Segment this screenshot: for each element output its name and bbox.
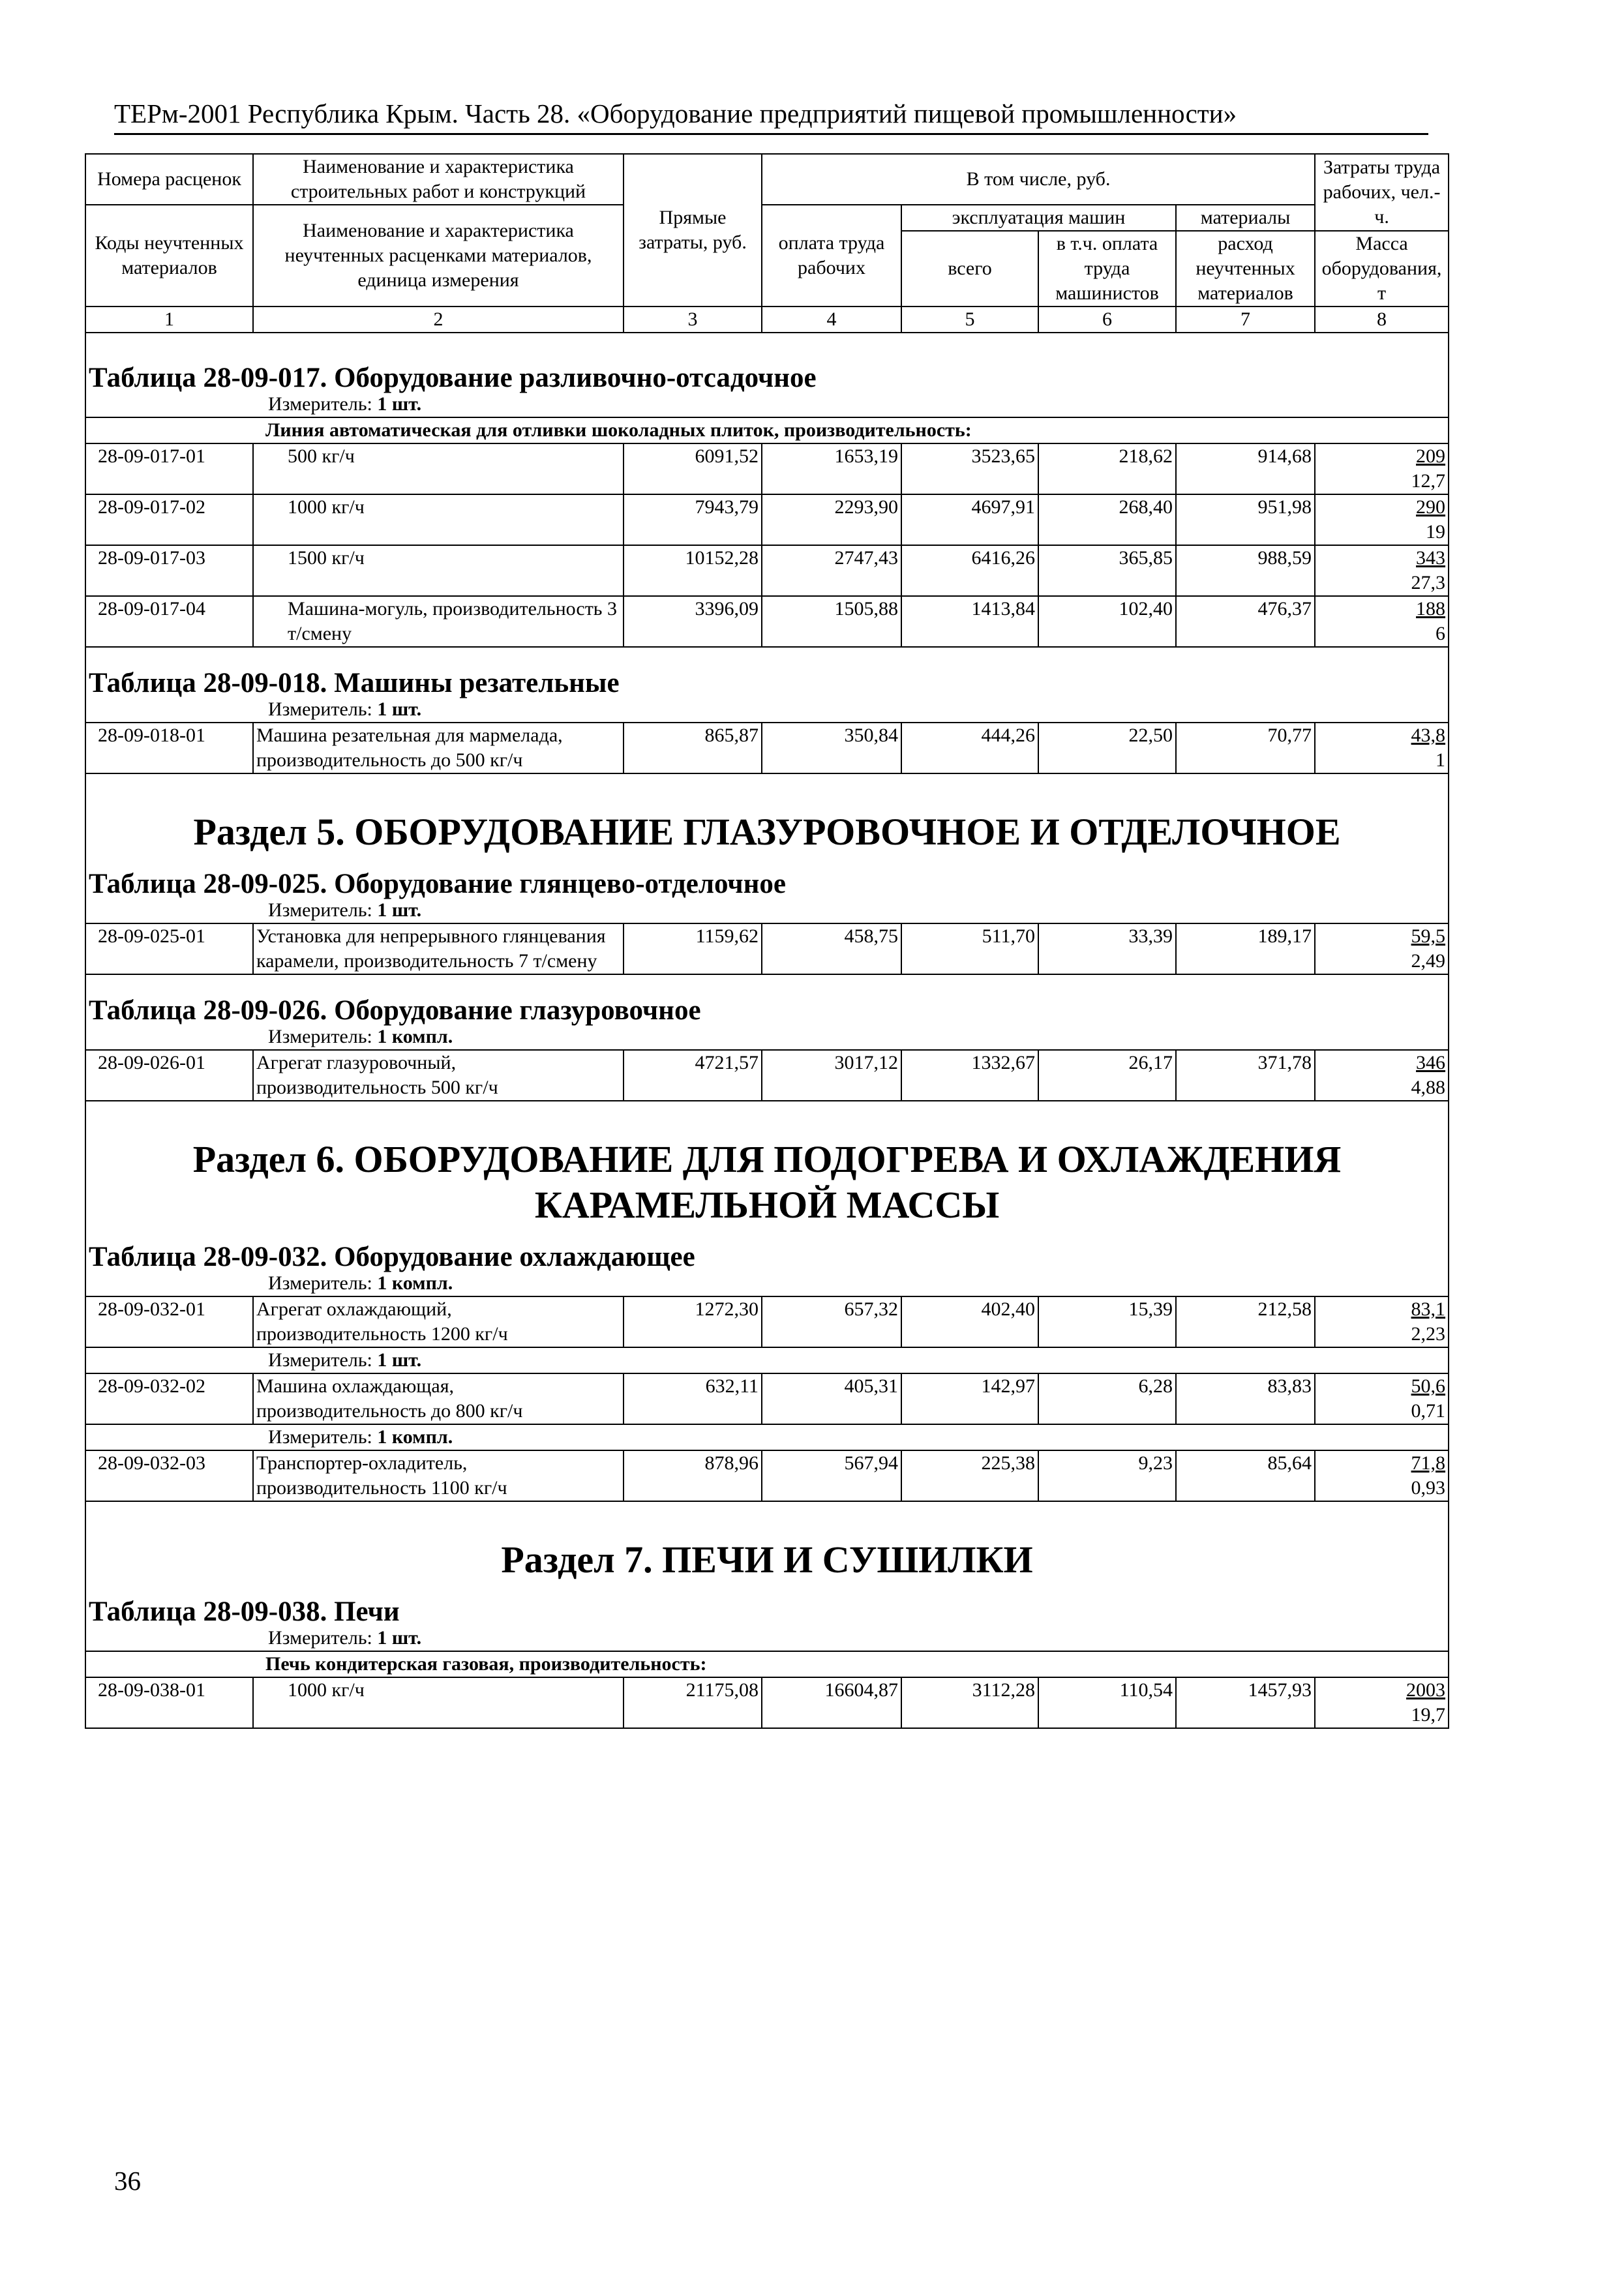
machinist-pay: 15,39 xyxy=(1038,1296,1176,1347)
table-row xyxy=(85,1677,1449,1728)
machines-total: 225,38 xyxy=(901,1450,1038,1501)
hours-and-mass xyxy=(1315,1050,1449,1101)
labor-hours: 290 xyxy=(1416,496,1446,518)
worker-pay: 350,84 xyxy=(762,723,901,773)
direct-cost: 1272,30 xyxy=(624,1296,762,1347)
rate-code: 28-09-032-03 xyxy=(85,1450,253,1501)
machines-total: 6416,26 xyxy=(901,545,1038,596)
table-row xyxy=(85,1050,1449,1101)
rate-name: Машина-могуль, производительность 3 т/смену xyxy=(253,596,624,647)
measure-label: Измеритель: xyxy=(268,899,372,921)
subheader-row: Печь кондитерская газовая, производительность: xyxy=(85,1651,1449,1677)
labor-hours: 43,8 xyxy=(1411,725,1446,746)
materials-cost: 476,37 xyxy=(1176,596,1315,647)
measure-label: Измеритель: xyxy=(268,1026,372,1047)
measure-value: 1 компл. xyxy=(377,1272,453,1294)
direct-cost: 3396,09 xyxy=(624,596,762,647)
worker-pay: 405,31 xyxy=(762,1373,901,1424)
page-header: ТЕРм-2001 Республика Крым. Часть 28. «Оборудование предприятий пищевой промышленности» xyxy=(114,98,1428,135)
hours-and-mass xyxy=(1315,723,1449,773)
measure-row xyxy=(85,1347,1449,1373)
col1-top-header: Номера расценок xyxy=(85,154,253,205)
table-row xyxy=(85,596,1449,647)
measure-label: Измеритель: xyxy=(268,393,372,415)
rate-code: 28-09-017-04 xyxy=(85,596,253,647)
worker-pay: 3017,12 xyxy=(762,1050,901,1101)
table-row xyxy=(85,1296,1449,1347)
materials-cost: 371,78 xyxy=(1176,1050,1315,1101)
rate-name: Транспортер-охладитель, производительность 1100 кг/ч xyxy=(253,1450,624,1501)
measure-label: Измеритель: xyxy=(268,1349,372,1371)
equipment-mass: 4,88 xyxy=(1411,1077,1446,1098)
rate-name: 1000 кг/ч xyxy=(253,494,624,545)
measure-value: 1 шт. xyxy=(377,698,422,720)
labor-hours: 2003 xyxy=(1406,1679,1446,1701)
equipment-mass: 19,7 xyxy=(1411,1704,1446,1726)
labor-hours: 346 xyxy=(1416,1052,1446,1073)
col1-bottom-header: Коды неучтенных материалов xyxy=(85,205,253,307)
materials-cost: 189,17 xyxy=(1176,923,1315,974)
rate-code: 28-09-032-02 xyxy=(85,1373,253,1424)
table-title: Таблица 28-09-017. Оборудование разливочно-отсадочное xyxy=(89,363,817,393)
machinist-pay: 9,23 xyxy=(1038,1450,1176,1501)
col2-bottom-header: Наименование и характеристика неучтенных расценками материалов, единица измерения xyxy=(253,205,624,307)
measure-label: Измеритель: xyxy=(268,1627,372,1649)
rate-name: Агрегат глазуровочный, производительность 500 кг/ч xyxy=(253,1050,624,1101)
labor-hours-header: Затраты труда рабочих, чел.-ч. xyxy=(1315,154,1449,231)
rate-code: 28-09-017-03 xyxy=(85,545,253,596)
rate-code: 28-09-017-02 xyxy=(85,494,253,545)
hours-and-mass xyxy=(1315,1677,1449,1728)
hours-and-mass xyxy=(1315,545,1449,596)
table-row xyxy=(85,723,1449,773)
measure-value: 1 шт. xyxy=(377,393,422,415)
machines-header: эксплуатация машин xyxy=(901,205,1176,231)
equipment-mass: 2,23 xyxy=(1411,1323,1446,1345)
materials-cost: 85,64 xyxy=(1176,1450,1315,1501)
machinist-pay: 110,54 xyxy=(1038,1677,1176,1728)
machinist-pay: 33,39 xyxy=(1038,923,1176,974)
table-title: Таблица 28-09-018. Машины резательные xyxy=(89,668,620,698)
measure-value: 1 шт. xyxy=(377,1627,422,1649)
table-row xyxy=(85,1450,1449,1501)
worker-pay: 16604,87 xyxy=(762,1677,901,1728)
hours-and-mass xyxy=(1315,1450,1449,1501)
direct-cost: 878,96 xyxy=(624,1450,762,1501)
machines-total: 444,26 xyxy=(901,723,1038,773)
hours-and-mass xyxy=(1315,1296,1449,1347)
block-title-row xyxy=(85,1101,1449,1271)
equipment-mass: 6 xyxy=(1436,623,1446,644)
measure-value: 1 компл. xyxy=(377,1026,453,1047)
table-title: Таблица 28-09-025. Оборудование глянцево-отделочное xyxy=(89,869,786,899)
machines-total: 142,97 xyxy=(901,1373,1038,1424)
materials-cost: 212,58 xyxy=(1176,1296,1315,1347)
machines-total-header: всего xyxy=(901,231,1038,307)
hours-and-mass xyxy=(1315,596,1449,647)
labor-hours: 71,8 xyxy=(1411,1452,1446,1474)
machinist-pay: 365,85 xyxy=(1038,545,1176,596)
worker-pay: 567,94 xyxy=(762,1450,901,1501)
rate-code: 28-09-038-01 xyxy=(85,1677,253,1728)
materials-cost: 83,83 xyxy=(1176,1373,1315,1424)
worker-pay: 2747,43 xyxy=(762,545,901,596)
measure-row xyxy=(85,1271,1449,1296)
materials-cost: 988,59 xyxy=(1176,545,1315,596)
materials-header: материалы xyxy=(1176,205,1315,231)
measure-row xyxy=(85,1626,1449,1651)
direct-cost: 21175,08 xyxy=(624,1677,762,1728)
table-row xyxy=(85,443,1449,494)
machinist-pay: 268,40 xyxy=(1038,494,1176,545)
rate-name: Машина охлаждающая, производительность до 800 кг/ч xyxy=(253,1373,624,1424)
equipment-mass: 0,71 xyxy=(1411,1400,1446,1422)
rate-name: Установка для непрерывного глянцевания карамели, производительность 7 т/смену xyxy=(253,923,624,974)
block-title-row xyxy=(85,773,1449,898)
subheader-row: Линия автоматическая для отливки шоколадных плиток, производительность: xyxy=(85,417,1449,443)
direct-cost: 6091,52 xyxy=(624,443,762,494)
price-table xyxy=(85,153,1449,1729)
col-number: 2 xyxy=(253,307,624,333)
section-title: Раздел 5. ОБОРУДОВАНИЕ ГЛАЗУРОВОЧНОЕ И ОТДЕЛОЧНОЕ xyxy=(193,811,1341,853)
equipment-mass: 1 xyxy=(1436,749,1446,771)
materials-cost: 1457,93 xyxy=(1176,1677,1315,1728)
measure-value: 1 шт. xyxy=(377,899,422,921)
materials-cost: 914,68 xyxy=(1176,443,1315,494)
block-title-row xyxy=(85,974,1449,1025)
measure-row xyxy=(85,697,1449,723)
direct-cost: 632,11 xyxy=(624,1373,762,1424)
table-title: Таблица 28-09-032. Оборудование охлаждающее xyxy=(89,1242,695,1272)
direct-cost: 4721,57 xyxy=(624,1050,762,1101)
measure-line xyxy=(89,1271,1445,1296)
worker-pay: 2293,90 xyxy=(762,494,901,545)
col-number: 7 xyxy=(1176,307,1315,333)
section-title: Раздел 6. ОБОРУДОВАНИЕ ДЛЯ ПОДОГРЕВА И ОХЛАЖДЕНИЯ КАРАМЕЛЬНОЙ МАССЫ xyxy=(192,1138,1342,1226)
materials-cost: 951,98 xyxy=(1176,494,1315,545)
block-title-row xyxy=(85,1501,1449,1626)
block-title-row xyxy=(85,647,1449,697)
measure-label: Измеритель: xyxy=(268,1426,372,1448)
machines-total: 1413,84 xyxy=(901,596,1038,647)
equipment-mass: 0,93 xyxy=(1411,1477,1446,1499)
rate-name: Машина резательная для мармелада, производительность до 500 кг/ч xyxy=(253,723,624,773)
table-row xyxy=(85,494,1449,545)
labor-hours: 59,5 xyxy=(1411,925,1446,947)
block-title-row xyxy=(85,333,1449,392)
direct-cost: 1159,62 xyxy=(624,923,762,974)
col-number: 8 xyxy=(1315,307,1449,333)
materials-cost: 70,77 xyxy=(1176,723,1315,773)
measure-value: 1 шт. xyxy=(377,1349,422,1371)
machinist-pay: 6,28 xyxy=(1038,1373,1176,1424)
measure-label: Измеритель: xyxy=(268,698,372,720)
measure-line xyxy=(89,392,1445,417)
equipment-mass: 2,49 xyxy=(1411,950,1446,972)
rate-code: 28-09-032-01 xyxy=(85,1296,253,1347)
direct-cost-header: Прямые затраты, руб. xyxy=(624,154,762,307)
worker-pay-header: оплата труда рабочих xyxy=(762,205,901,307)
col-number: 3 xyxy=(624,307,762,333)
equipment-mass: 12,7 xyxy=(1411,470,1446,492)
rate-code: 28-09-018-01 xyxy=(85,723,253,773)
labor-hours: 209 xyxy=(1416,445,1446,467)
hours-and-mass xyxy=(1315,443,1449,494)
measure-line xyxy=(89,898,1445,923)
machines-total: 402,40 xyxy=(901,1296,1038,1347)
col2-top-header: Наименование и характеристика строительных работ и конструкций xyxy=(253,154,624,205)
rate-code: 28-09-017-01 xyxy=(85,443,253,494)
labor-hours: 83,1 xyxy=(1411,1298,1446,1320)
equipment-mass: 19 xyxy=(1426,521,1446,543)
measure-label: Измеритель: xyxy=(268,1272,372,1294)
worker-pay: 1653,19 xyxy=(762,443,901,494)
rate-name: Агрегат охлаждающий, производительность 1200 кг/ч xyxy=(253,1296,624,1347)
hours-and-mass xyxy=(1315,1373,1449,1424)
rate-name: 500 кг/ч xyxy=(253,443,624,494)
labor-hours: 343 xyxy=(1416,547,1446,569)
rate-code: 28-09-025-01 xyxy=(85,923,253,974)
measure-line xyxy=(89,1348,1445,1373)
rate-code: 28-09-026-01 xyxy=(85,1050,253,1101)
labor-hours: 50,6 xyxy=(1411,1375,1446,1397)
col-number: 5 xyxy=(901,307,1038,333)
measure-value: 1 компл. xyxy=(377,1426,453,1448)
machines-total: 1332,67 xyxy=(901,1050,1038,1101)
section-title: Раздел 7. ПЕЧИ И СУШИЛКИ xyxy=(501,1538,1033,1581)
direct-cost: 10152,28 xyxy=(624,545,762,596)
table-row xyxy=(85,545,1449,596)
machinist-pay: 26,17 xyxy=(1038,1050,1176,1101)
worker-pay: 1505,88 xyxy=(762,596,901,647)
machinist-pay-header: в т.ч. оплата труда машинистов xyxy=(1038,231,1176,307)
direct-cost: 7943,79 xyxy=(624,494,762,545)
col-number: 1 xyxy=(85,307,253,333)
equipment-mass: 27,3 xyxy=(1411,572,1446,593)
measure-row xyxy=(85,1424,1449,1450)
table-row xyxy=(85,1373,1449,1424)
table-title: Таблица 28-09-038. Печи xyxy=(89,1596,400,1627)
machines-total: 3523,65 xyxy=(901,443,1038,494)
hours-and-mass xyxy=(1315,923,1449,974)
measure-line xyxy=(89,697,1445,722)
worker-pay: 657,32 xyxy=(762,1296,901,1347)
including-header: В том числе, руб. xyxy=(762,154,1315,205)
hours-and-mass xyxy=(1315,494,1449,545)
equipment-mass-header: Масса оборудования, т xyxy=(1315,231,1449,307)
measure-row xyxy=(85,1025,1449,1050)
table-title: Таблица 28-09-026. Оборудование глазуровочное xyxy=(89,995,701,1026)
measure-line xyxy=(89,1425,1445,1450)
unaccounted-materials-header: расход неучтенных материалов xyxy=(1176,231,1315,307)
col-number: 4 xyxy=(762,307,901,333)
machinist-pay: 218,62 xyxy=(1038,443,1176,494)
machines-total: 3112,28 xyxy=(901,1677,1038,1728)
rate-name: 1000 кг/ч xyxy=(253,1677,624,1728)
table-row xyxy=(85,923,1449,974)
machinist-pay: 102,40 xyxy=(1038,596,1176,647)
measure-row xyxy=(85,392,1449,417)
worker-pay: 458,75 xyxy=(762,923,901,974)
machines-total: 511,70 xyxy=(901,923,1038,974)
labor-hours: 188 xyxy=(1416,598,1446,620)
measure-row xyxy=(85,898,1449,923)
direct-cost: 865,87 xyxy=(624,723,762,773)
machines-total: 4697,91 xyxy=(901,494,1038,545)
measure-line xyxy=(89,1626,1445,1651)
rate-name: 1500 кг/ч xyxy=(253,545,624,596)
page-number: 36 xyxy=(114,2166,141,2196)
machinist-pay: 22,50 xyxy=(1038,723,1176,773)
col-number: 6 xyxy=(1038,307,1176,333)
measure-line xyxy=(89,1025,1445,1049)
